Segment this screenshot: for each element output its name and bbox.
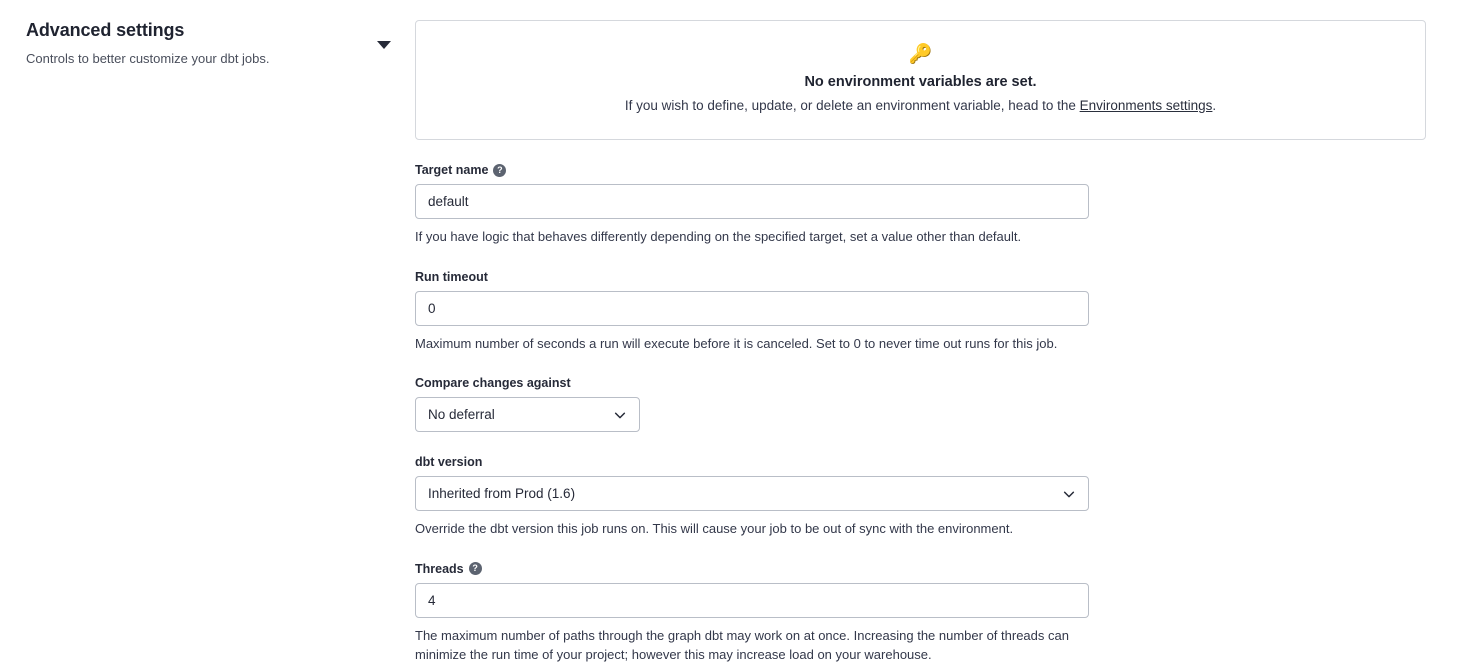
page-subtitle: Controls to better customize your dbt jobs. [26,51,270,66]
environments-settings-link[interactable]: Environments settings [1079,98,1213,113]
caret-down-icon[interactable] [377,40,391,50]
env-desc-before: If you wish to define, update, or delete an environment variable, head to the [624,98,1080,113]
compare-changes-select-wrap [415,397,640,432]
env-desc-after: . [1212,98,1217,113]
run-timeout-label-row [415,270,1427,284]
threads-hint: The maximum number of paths through the graph dbt may work on at once. Increasing the number of threads can minimize the run time of your project; however this may increase load on your warehouse. [415,627,1069,662]
target-name-label-row [415,163,1427,177]
compare-changes-value: No deferral [428,407,495,422]
target-name-input[interactable] [415,184,1089,219]
dbt-version-value: Inherited from Prod (1.6) [428,486,576,501]
section-header [26,20,396,68]
chevron-down-icon [613,408,627,422]
threads-label-row [415,562,1427,576]
page-title: Advanced settings [26,20,185,40]
dbt-version-label: dbt version [415,455,483,469]
help-circle-icon[interactable]: ? [469,562,482,575]
key-icon: 🔑 [908,44,933,65]
threads-field [415,562,1427,665]
target-name-hint: If you have logic that behaves differently depending on the specified target, set a value other than default. [415,229,1022,244]
dbt-version-label-row [415,455,1427,469]
environment-variables-callout [415,20,1426,140]
dbt-version-field [415,455,1427,539]
help-circle-icon[interactable]: ? [493,164,506,177]
env-empty-description [434,98,1407,113]
threads-input[interactable] [415,583,1089,618]
compare-changes-select[interactable] [415,397,640,432]
settings-form [415,20,1427,665]
target-name-field [415,163,1427,247]
target-name-label: Target name [415,163,489,177]
run-timeout-input[interactable] [415,291,1089,326]
dbt-version-select-wrap [415,476,1089,511]
compare-changes-label: Compare changes against [415,376,571,390]
compare-changes-field [415,376,1427,432]
threads-label: Threads [415,561,464,576]
run-timeout-label: Run timeout [415,269,488,284]
run-timeout-field [415,270,1427,354]
dbt-version-hint: Override the dbt version this job runs on. This will cause your job to be out of sync with the environment. [415,521,1014,536]
env-empty-title: No environment variables are set. [804,74,1037,90]
compare-changes-label-row [415,376,1427,390]
chevron-down-icon [1062,487,1076,501]
run-timeout-hint: Maximum number of seconds a run will execute before it is canceled. Set to 0 to never time out runs for this job. [415,335,1058,351]
dbt-version-select[interactable] [415,476,1089,511]
